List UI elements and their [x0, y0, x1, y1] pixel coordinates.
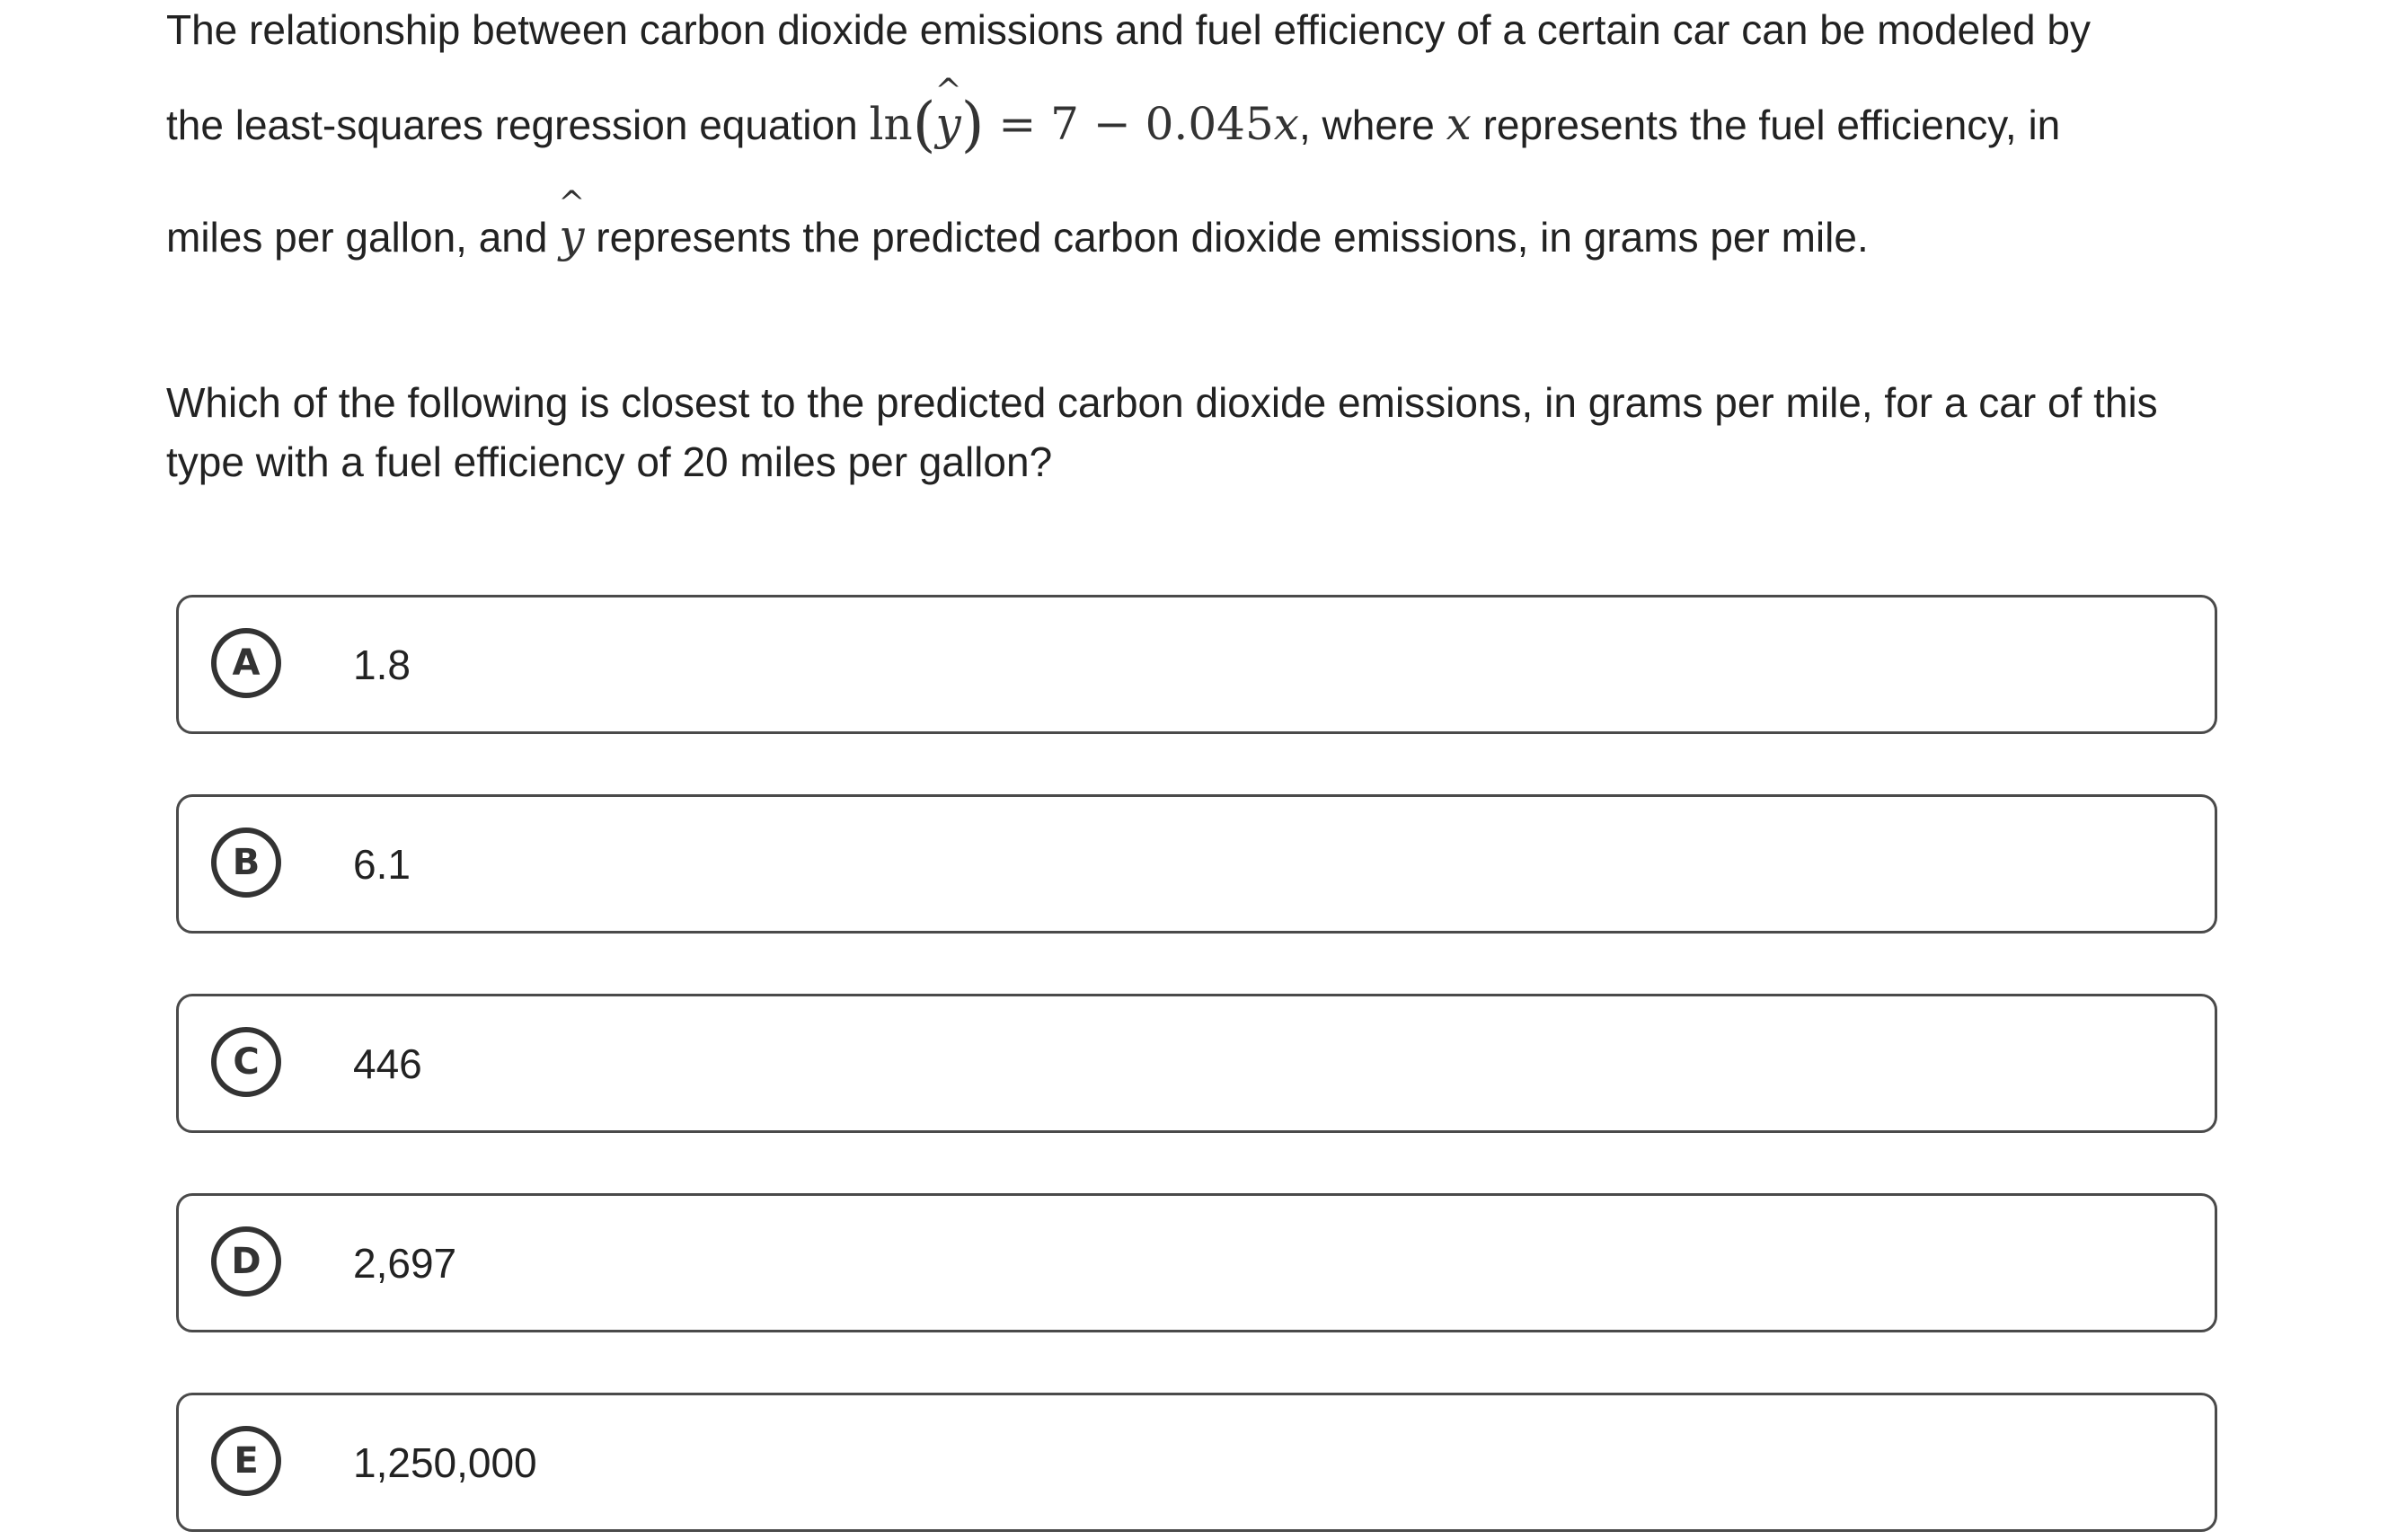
var-y: y: [559, 210, 585, 262]
choice-d-value: 2,697: [353, 1239, 457, 1287]
stem-line-2: [166, 73, 2061, 159]
choice-c-value: 446: [353, 1040, 422, 1087]
choice-d-letter-badge: D: [211, 1226, 281, 1297]
eq-rhs: = 7 − 0.045: [984, 98, 1274, 150]
choice-e-value: 1,250,000: [353, 1438, 537, 1486]
var-x: x: [1446, 98, 1472, 150]
choice-e[interactable]: [176, 1393, 2217, 1532]
choice-c[interactable]: [176, 994, 2217, 1133]
choice-d[interactable]: [176, 1193, 2217, 1332]
choice-e-letter-badge: E: [211, 1426, 281, 1496]
eq-x: x: [1273, 98, 1299, 150]
eq-hat-mark: ^: [934, 73, 962, 110]
var-y-hat: [558, 185, 586, 262]
eq-open-paren: (: [912, 90, 936, 159]
choice-b-letter-badge: B: [211, 828, 281, 898]
choice-a-value: 1.8: [353, 641, 411, 688]
stem-line-1: The relationship between carbon dioxide emissions and fuel efficiency of a certain car can be modeled by: [166, 6, 2091, 53]
stem-line-3: [166, 185, 1869, 262]
choice-b-value: 6.1: [353, 840, 411, 888]
stem-line-2-suffix: represents the fuel efficiency, in: [1471, 102, 2061, 148]
question-prompt: Which of the following is closest to the predicted carbon dioxide emissions, in grams per mile, for a car of this type with a fuel efficiency of 20 miles per gallon?: [166, 379, 2158, 485]
choice-b[interactable]: [176, 794, 2217, 934]
eq-y: y: [935, 98, 961, 150]
stem-line-2-mid: , where: [1298, 102, 1446, 148]
eq-close-paren: ): [960, 90, 985, 159]
eq-ln: ln: [869, 98, 913, 150]
stem-line-3-prefix: miles per gallon, and: [166, 214, 560, 261]
eq-y-hat: [934, 73, 962, 150]
choice-a[interactable]: [176, 595, 2217, 734]
stem-line-2-prefix: the least-squares regression equation: [166, 102, 870, 148]
choice-a-letter-badge: A: [211, 628, 281, 698]
var-hat-mark: ^: [558, 185, 586, 222]
stem-line-3-suffix: represents the predicted carbon dioxide emissions, in grams per mile.: [584, 214, 1869, 261]
choice-c-letter-badge: C: [211, 1027, 281, 1097]
regression-equation: [869, 73, 1299, 159]
